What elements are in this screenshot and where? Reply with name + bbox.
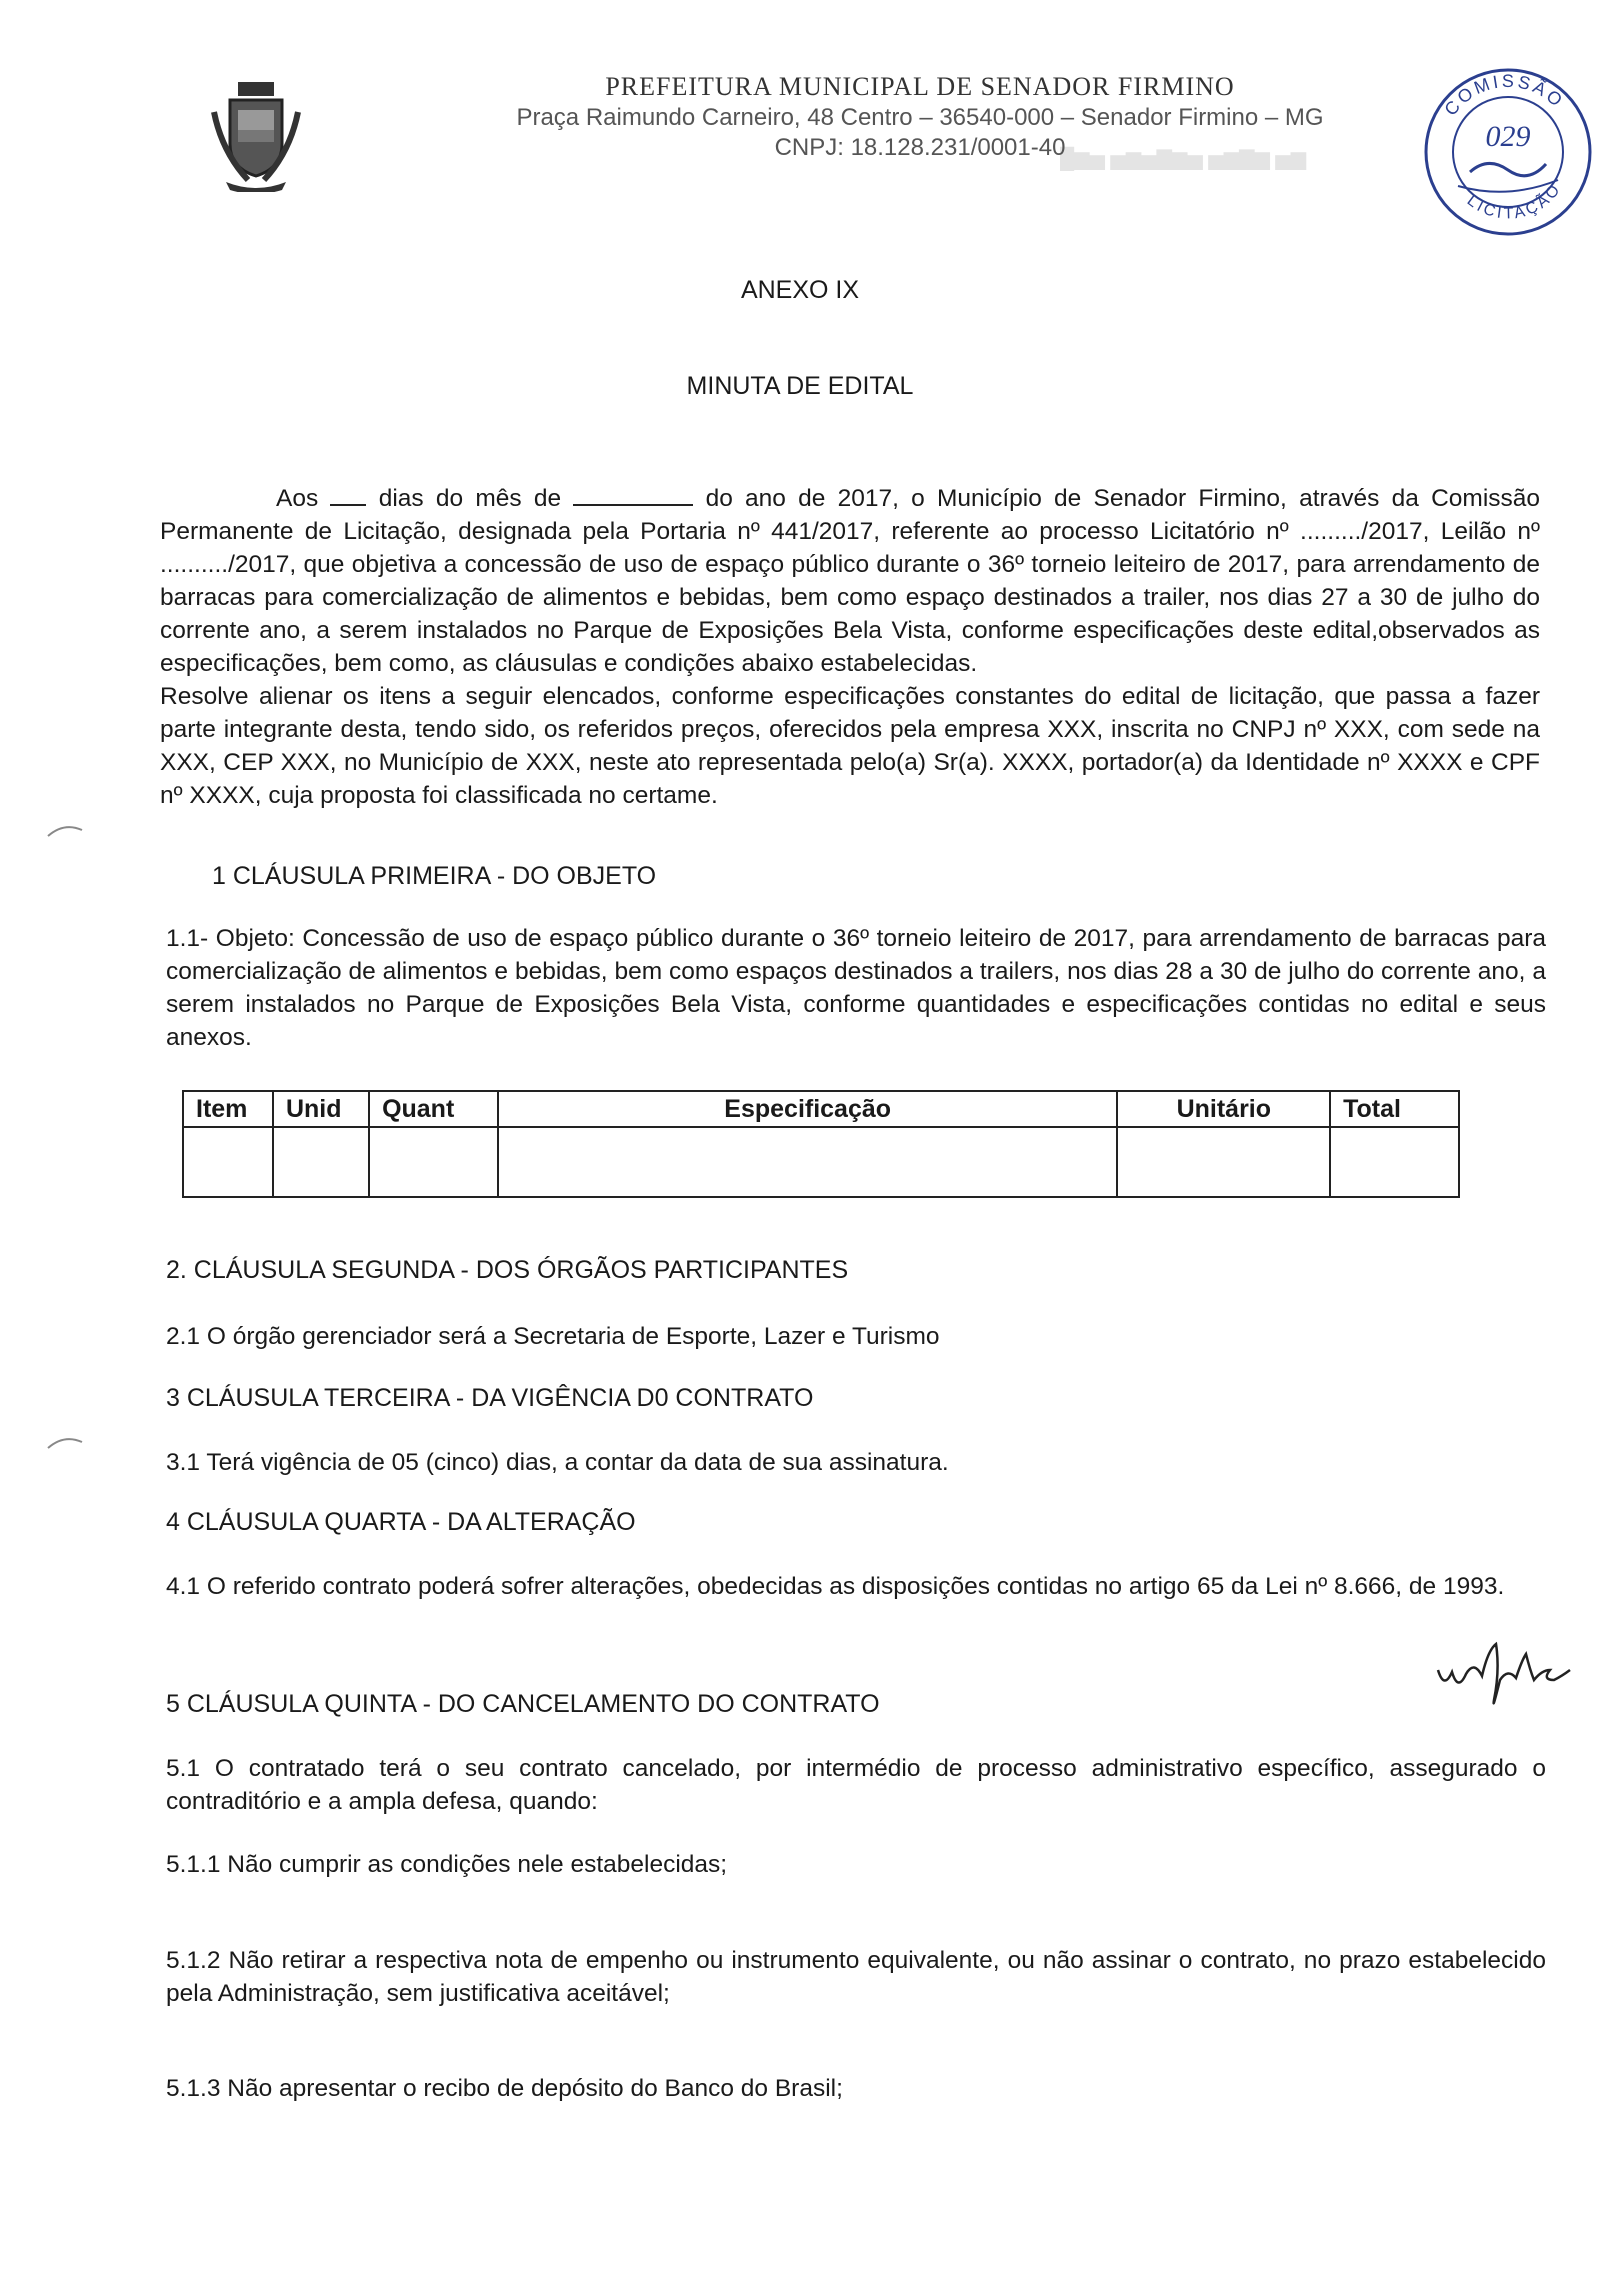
day-blank [330, 484, 366, 506]
municipal-crest-icon [208, 82, 304, 192]
table-cell [1330, 1127, 1459, 1197]
svg-text:COMISSÃO [1440, 71, 1568, 120]
resolve-paragraph: Resolve alienar os itens a seguir elencados, conforme especificações constantes do edital de licitação, que passa a fazer parte integrante desta, tendo sido, os referidos preços, oferecidos pela empresa XXX, inscrita no CNPJ nº XXX, com sede na XXX, CEP XXX, no Município de XXX, neste ato representada pelo(a) Sr(a). XXXX, portador(a) da Identidade nº XXXX e CPF nº XXXX, cuja proposta foi classificada no certame. [160, 683, 1540, 809]
intro-paragraph [160, 482, 1540, 680]
margin-mark-icon [46, 820, 86, 840]
intro-block [160, 482, 1540, 812]
stamp-ring-bottom: LICITAÇÃO [1463, 179, 1566, 223]
municipality-cnpj: CNPJ: 18.128.231/0001-40 [774, 134, 1066, 161]
letterhead [420, 72, 1420, 162]
stamp-number: 029 [1485, 120, 1531, 153]
clause2-text: 2.1 O órgão gerenciador será a Secretaria de Esporte, Lazer e Turismo [166, 1323, 940, 1350]
stamp-signature-icon [1470, 163, 1546, 175]
table-cell [1117, 1127, 1330, 1197]
clause3-text: 3.1 Terá vigência de 05 (cinco) dias, a contar da data de sua assinatura. [166, 1449, 949, 1476]
table-cell [273, 1127, 369, 1197]
table-cell [498, 1127, 1118, 1197]
clause5-item-3: 5.1.3 Não apresentar o recibo de depósito do Banco do Brasil; [166, 2075, 843, 2102]
clause1-heading: 1 CLÁUSULA PRIMEIRA - DO OBJETO [212, 862, 657, 890]
document-title: MINUTA DE EDITAL [686, 372, 914, 400]
table-row [183, 1127, 1459, 1197]
stamp-ring-top: COMISSÃO [1440, 70, 1569, 120]
margin-mark-icon [46, 1432, 86, 1452]
handwritten-initials-icon [1430, 1640, 1580, 1720]
table-cell [369, 1127, 498, 1197]
table-cell [183, 1127, 273, 1197]
commission-stamp [1418, 60, 1598, 240]
svg-text:LICITAÇÃO [1464, 180, 1565, 223]
clause5-item-1: 5.1.1 Não cumprir as condições nele estabelecidas; [166, 1851, 728, 1878]
month-blank [573, 484, 693, 506]
items-table [182, 1090, 1460, 1198]
col-especificacao: Especificação [498, 1091, 1118, 1127]
clause5-text: 5.1 O contratado terá o seu contrato cancelado, por intermédio de processo administrativo específico, assegurado o contraditório e a ampla defesa, quando: [166, 1755, 1546, 1815]
col-item: Item [183, 1091, 273, 1127]
municipality-address: Praça Raimundo Carneiro, 48 Centro – 36540-000 – Senador Firmino – MG [516, 104, 1324, 131]
intro-lead: Aos [276, 485, 319, 512]
clause5-heading: 5 CLÁUSULA QUINTA - DO CANCELAMENTO DO CONTRATO [166, 1690, 880, 1718]
annex-title: ANEXO IX [740, 276, 860, 304]
intro-body: do ano de 2017, o Município de Senador Firmino, através da Comissão Permanente de Licitação, designada pela Portaria nº 441/2017, referente ao processo Licitatório nº ........./2017, Leilão nº ........../2017, que objetiva a concessão de uso de espaço público durante o 36º torneio leiteiro de 2017, para arrendamento de barracas para comercialização de alimentos e bebidas, bem como espaço destinados a trailer, nos dias 27 a 30 de julho do corrente ano, a serem instalados no Parque de Exposições Bela Vista, conforme especificações deste edital,observados as especificações, bem como, as cláusulas e condições abaixo estabelecidas. [160, 485, 1541, 677]
col-quant: Quant [369, 1091, 498, 1127]
col-unid: Unid [273, 1091, 369, 1127]
bleed-through-ghost-text: █▆▅ ▅▆▅▇▆▅ ▅▆▇▆ ▅▆ [1060, 148, 1307, 170]
clause5-item-2: 5.1.2 Não retirar a respectiva nota de empenho ou instrumento equivalente, ou não assinar o contrato, no prazo estabelecido pela Administração, sem justificativa aceitável; [166, 1947, 1546, 2007]
clause1-text: 1.1- Objeto: Concessão de uso de espaço público durante o 36º torneio leiteiro de 2017, para arrendamento de barracas para comercialização de alimentos e bebidas, bem como espaços destinados a trailers, nos dias 28 a 30 de julho do corrente ano, a serem instalados no Parque de Exposições Bela Vista, conforme quantidades e especificações contidas no edital e seus anexos. [166, 925, 1546, 1051]
clause4-text: 4.1 O referido contrato poderá sofrer alterações, obedecidas as disposições contidas no artigo 65 da Lei nº 8.666, de 1993. [166, 1573, 1505, 1600]
col-total: Total [1330, 1091, 1459, 1127]
clause2-heading: 2. CLÁUSULA SEGUNDA - DOS ÓRGÃOS PARTICIPANTES [166, 1256, 849, 1284]
clause4-heading: 4 CLÁUSULA QUARTA - DA ALTERAÇÃO [166, 1508, 636, 1536]
municipality-title: PREFEITURA MUNICIPAL DE SENADOR FIRMINO [605, 72, 1235, 101]
col-unitario: Unitário [1117, 1091, 1330, 1127]
intro-month-label: dias do mês de [378, 485, 562, 512]
clause3-heading: 3 CLÁUSULA TERCEIRA - DA VIGÊNCIA D0 CONTRATO [166, 1384, 814, 1412]
table-header-row [183, 1091, 1459, 1127]
